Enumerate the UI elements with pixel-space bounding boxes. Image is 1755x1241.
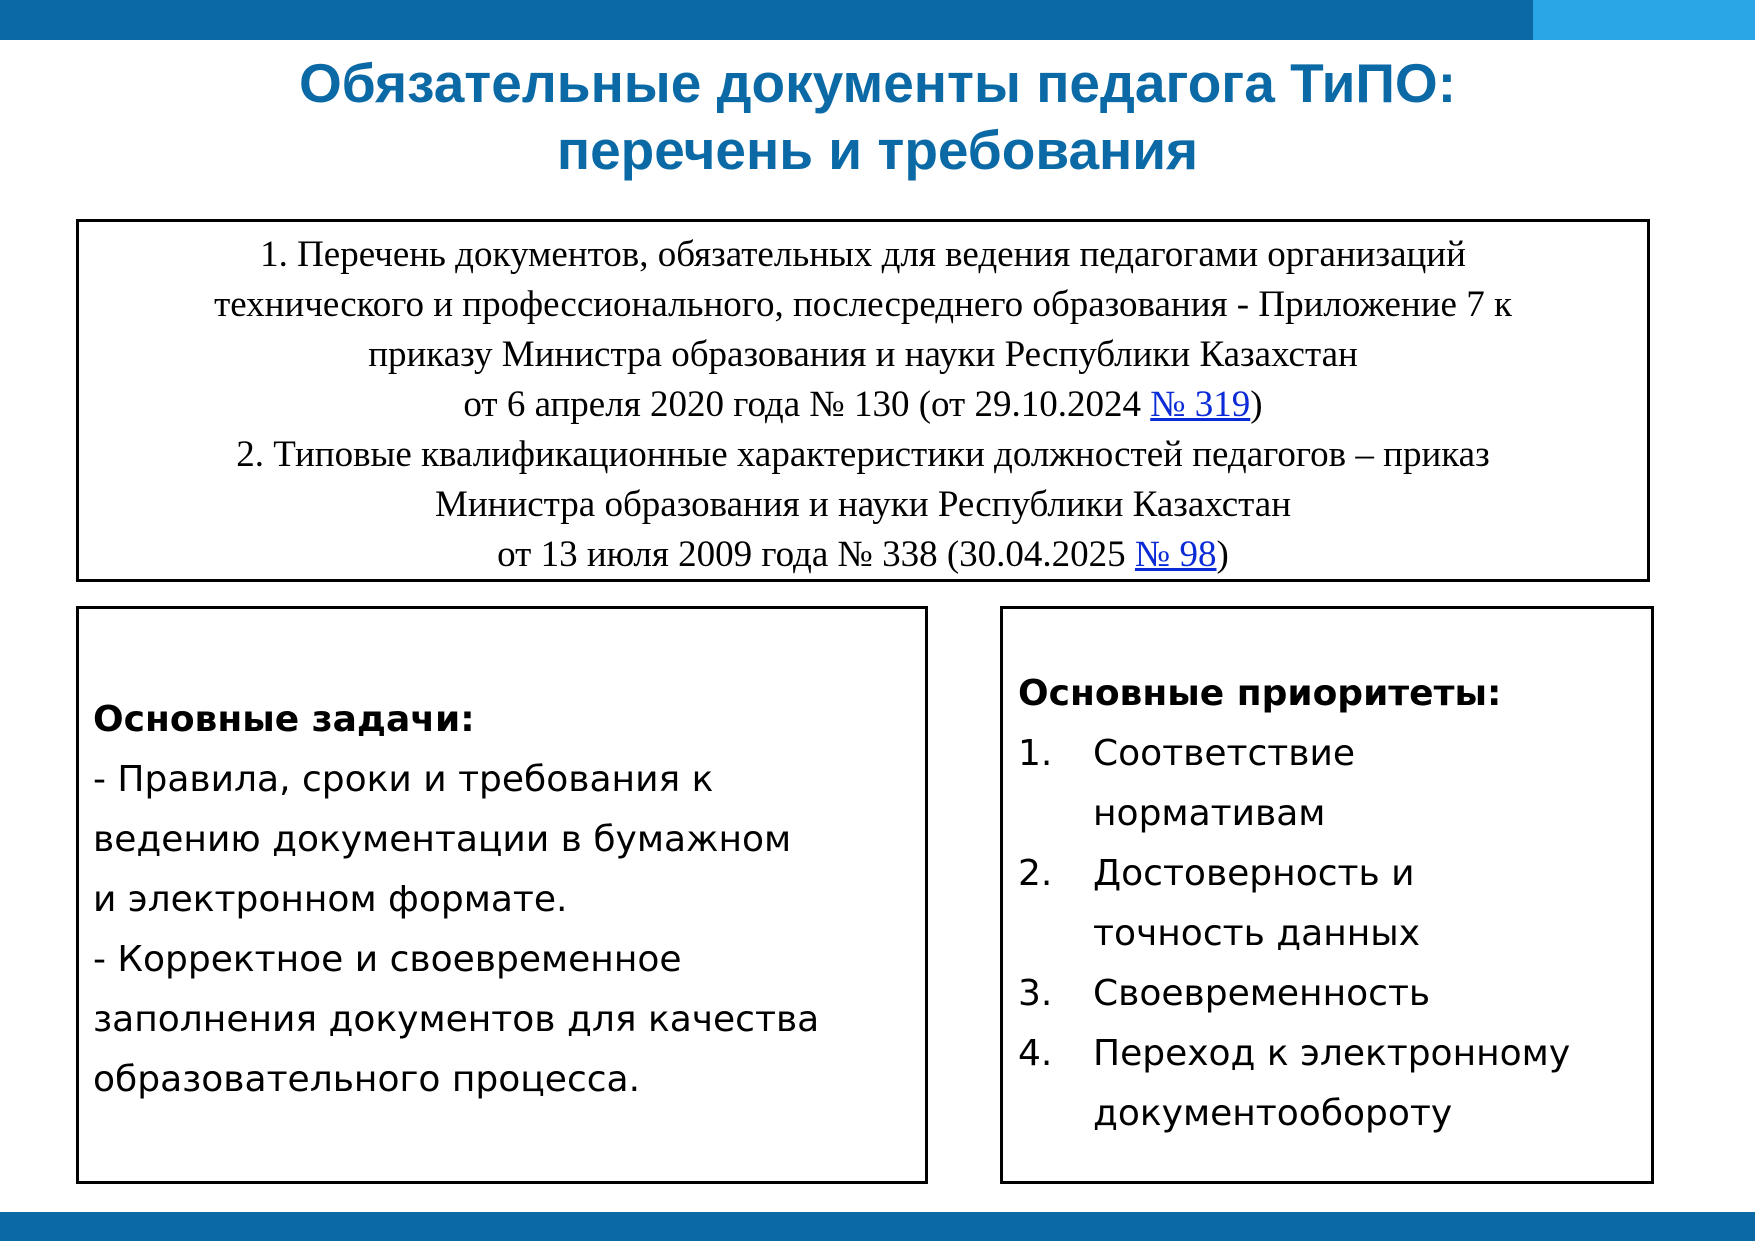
documents-line-7 (79, 530, 1647, 580)
page-title-line-1: Обязательные документы педагога ТиПО: (298, 52, 1457, 114)
documents-line-3: приказу Министра образования и науки Республики Казахстан (368, 334, 1358, 375)
priority-number: 3. (1018, 973, 1053, 1014)
priority-text: Соответствие (1093, 733, 1356, 774)
tasks-line: - Правила, сроки и требования к (93, 759, 714, 800)
bottom-banner-bar (0, 1212, 1755, 1241)
priority-text: Достоверность и (1093, 853, 1415, 894)
priority-text: точность данных (1093, 913, 1421, 954)
documents-line-4-text: от 6 апреля 2020 года № 130 (от 29.10.2024 (463, 384, 1151, 425)
top-banner-accent (1533, 0, 1755, 40)
page-title (0, 50, 1755, 184)
documents-line-6: Министра образования и науки Республики Казахстан (434, 484, 1292, 525)
priority-item (1018, 964, 1651, 1024)
priorities-heading: Основные приоритеты: (1018, 673, 1502, 714)
tasks-line: заполнения документов для качества (93, 999, 820, 1040)
order-98-link[interactable]: № 98 (1134, 534, 1217, 575)
priority-item (1018, 724, 1651, 844)
page-title-line-2: перечень и требования (556, 119, 1199, 181)
tasks-line: - Корректное и своевременное (93, 939, 682, 980)
documents-line-1: 1. Перечень документов, обязательных для ведения педагогами организаций (260, 234, 1466, 275)
tasks-line: и электронном формате. (93, 879, 568, 920)
documents-line-7-text: от 13 июля 2009 года № 338 (30.04.2025 (497, 534, 1135, 575)
priorities-box (1000, 606, 1654, 1184)
priority-item (1018, 844, 1651, 964)
priority-text: Своевременность (1093, 973, 1431, 1014)
tasks-heading: Основные задачи: (93, 699, 475, 740)
priority-item (1018, 1024, 1651, 1144)
documents-line-5: 2. Типовые квалификационные характеристики должностей педагогов – приказ (236, 434, 1490, 475)
priority-text: Переход к электронному (1093, 1033, 1571, 1074)
documents-line-4-suffix: ) (1250, 384, 1263, 425)
priority-number: 1. (1018, 733, 1053, 774)
tasks-line: ведению документации в бумажном (93, 819, 792, 860)
documents-box (76, 219, 1650, 582)
priority-number: 2. (1018, 853, 1053, 894)
documents-line-7-suffix: ) (1216, 534, 1229, 575)
documents-line-2: технического и профессионального, послесреднего образования - Приложение 7 к (214, 284, 1512, 325)
priority-text: документообороту (1093, 1093, 1453, 1134)
order-319-link[interactable]: № 319 (1150, 384, 1251, 425)
documents-line-4 (79, 380, 1647, 430)
priority-text: нормативам (1093, 793, 1326, 834)
tasks-box (76, 606, 928, 1184)
tasks-line: образовательного процесса. (93, 1059, 641, 1100)
top-banner-bar (0, 0, 1755, 40)
priority-number: 4. (1018, 1033, 1053, 1074)
